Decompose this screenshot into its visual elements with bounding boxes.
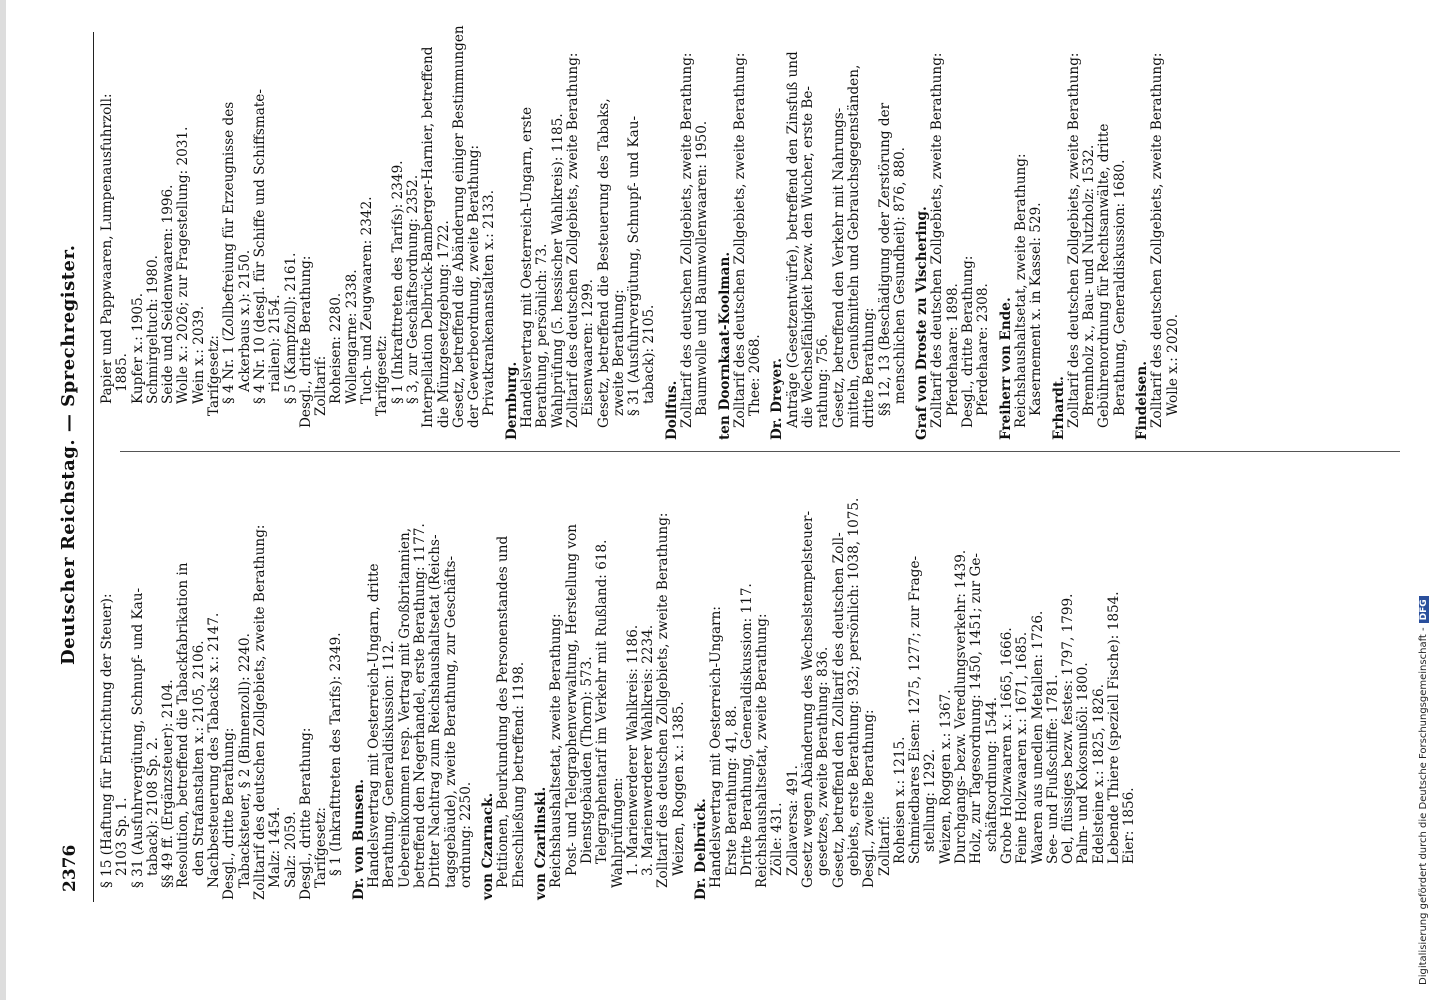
speaker-name: Erhardt. [1050, 376, 1067, 440]
register-line: § 1 (Inkrafttreten des Tarifs): 2349. [328, 632, 345, 876]
register-line: Kasernement x. in Kassel: 529. [1028, 202, 1045, 416]
speaker-name: Freiherr von Ende. [997, 297, 1014, 440]
register-line: Desgl., dritte Berathung: [297, 727, 314, 900]
speaker-name: Dr. Delbrück. [692, 798, 709, 900]
register-line: gebiets, erste Berathung: 932; persönlich: 1038, 1075. [845, 497, 862, 876]
speaker-name: Dollfus. [663, 380, 680, 440]
register-line: Gebührenordnung für Rechtsanwälte, dritte [1096, 123, 1113, 428]
register-line: Grobe Holzwaaren x.: 1665, 1666. [998, 627, 1015, 864]
register-line: Pferdehaare: 1898. [944, 283, 961, 416]
register-line: § 5 (Kampfzoll): 2161. [282, 252, 299, 404]
register-line: Holz, zur Tagesordnung: 1450, 1451; zur Ge- [968, 553, 985, 864]
register-line: Weizen, Roggen x.: 1367. [937, 689, 954, 864]
register-line: Zolltarif des deutschen Zollgebiets, zweite Berathung: [251, 524, 268, 900]
register-line: Tarifgesetz: [206, 335, 223, 416]
speaker-name: Dr. Dreyer. [769, 358, 786, 440]
register-line: Gesetz, betreffend den Verkehr mit Nahrungs- [830, 107, 847, 428]
register-line: Brennholz x., Bau- und Nutzholz: 1532. [1081, 144, 1098, 416]
register-line: Papier und Pappwaaren, Lumpenausfuhrzoll: [99, 93, 115, 404]
register-line: Eheschließung betreffend: 1198. [510, 661, 527, 888]
register-line: Zolltarif: [313, 355, 330, 416]
entry-gap [658, 20, 665, 440]
register-line: § 31 (Ausfuhrvergütung, Schnupf- und Kau- [626, 115, 643, 416]
register-line: Handelsvertrag mit Oesterreich-Ungarn: [708, 606, 725, 888]
register-line: Interpellation Delbrück-Bamberger-Harnier, betreffend [420, 46, 437, 428]
register-line: 1885. [114, 353, 131, 392]
register-line: Wahlprüfungen: [609, 777, 626, 888]
register-line: Baumwolle und Baumwollenwaaren: 1950. [694, 120, 711, 416]
register-line: Roheisen: 2280. [328, 292, 345, 404]
register-line: Weizen, Roggen x.: 1385. [670, 701, 687, 876]
page-number: 2376 [60, 844, 80, 892]
register-line: See- und Flußschiffe: 1781. [1044, 674, 1061, 864]
register-line: Desgl., dritte Berathung: [221, 727, 238, 900]
register-line: Berathung, Generaldiskussion: 112. [381, 640, 398, 888]
register-line: Uebereinkommen resp. Vertrag mit Großbritannien, [396, 527, 413, 888]
register-line: Zolltarif: [876, 815, 893, 876]
register-column-right [100, 20, 1181, 440]
register-line: § 31 (Ausfuhrvergütung, Schnupf- und Kau- [129, 587, 146, 888]
register-line: Handelsvertrag mit Oesterreich-Ungarn, dritte [366, 563, 383, 888]
register-line: Gesetz, betreffend den Zolltarif des deutschen Zoll- [830, 532, 847, 888]
header-rule [93, 32, 94, 902]
register-line: Zolltarif des deutschen Zollgebiets, zweite Berathung: [1065, 52, 1082, 428]
register-line: die Wechselfähigkeit bezw. den Wucher, erste Be- [800, 85, 817, 428]
speaker-name: von Czarlinski. [533, 786, 550, 900]
register-line: zweite Berathung: [610, 289, 627, 416]
register-line: Desgl., zweite Berathung: [861, 709, 878, 888]
register-line: Tarifgesetz: [374, 335, 391, 416]
register-line: Reichshaushaltsetat, zweite Berathung: [754, 613, 771, 888]
column-divider [120, 451, 1400, 452]
register-line: gesetzes, zweite Berathung: 836. [815, 646, 832, 876]
register-line: § 4 Nr. 1 (Zollbefreiung für Erzeugnisse des [221, 101, 238, 404]
register-line: Waaren aus unedlen Metallen: 1726. [1029, 610, 1046, 864]
register-line: Salz: 2059. [282, 811, 299, 888]
register-line: Ackerbaus x.): 2150. [236, 249, 253, 392]
register-line: Malz: 1454. [267, 806, 284, 888]
register-line: menschlichen Gesundheit): 876, 880. [891, 147, 908, 404]
register-line: Tarifgesetz: [313, 807, 330, 888]
register-line: § 15 (Haftung für Entrichtung der Steuer): [99, 593, 115, 888]
register-line: Gesetz, betreffend die Besteuerung des Tabaks, [595, 98, 612, 428]
register-line: 2103 Sp. 1. [114, 797, 131, 876]
register-line: Zollaversa: 491. [784, 765, 801, 876]
register-line: Dienstgebäuden (Thorn): 573. [578, 656, 595, 864]
register-line: tagsgebäude), zweite Berathung, zur Geschäfts- [442, 555, 459, 888]
register-line: Wollengarne: 2338. [343, 269, 360, 404]
register-line: § 4 Nr. 10 (desgl. für Schiffe und Schiffsmate- [251, 89, 268, 404]
register-line: stellung: 1292. [922, 748, 939, 852]
speaker-name: Dernburg. [503, 361, 520, 440]
digitization-credit [1418, 10, 1432, 990]
register-line: Kupfer x.: 1905. [129, 292, 146, 404]
register-line: Resolution, betreffend die Tabackfabrikation in [175, 562, 192, 888]
credit-text: Digitalisierung gefördert durch die Deutsche Forschungsgemeinschaft - [1418, 627, 1429, 985]
register-line: Tuch- und Zeugwaaren: 2342. [359, 196, 376, 404]
register-line: Zolltarif des deutschen Zollgebiets, zweite Berathung: [655, 512, 672, 888]
register-line: Reichshaushaltsetat, zweite Berathung: [1012, 153, 1029, 428]
register-line: Dritte Berathung, Generaldiskussion: 117. [738, 583, 755, 876]
register-line: Palm- und Kokosnußöl: 1800. [1075, 662, 1092, 864]
register-line: Zolltarif des deutschen Zollgebiets, zweite Berathung: [564, 52, 581, 428]
register-line: rialien): 2154. [267, 294, 284, 392]
speaker-name: Graf von Droste zu Vischering. [914, 206, 931, 440]
register-line: Berathung, persönlich: 73. [534, 243, 551, 428]
register-line: Oel, flüssiges bezw. festes: 1797, 1799. [1060, 593, 1077, 864]
register-line: Roheisen x.: 1215. [891, 736, 908, 864]
register-line: Reichshaushaltsetat, zweite Berathung: [548, 613, 565, 888]
register-line: Feine Holzwaaren x.: 1671, 1685. [1014, 631, 1031, 864]
register-column-left [100, 460, 1138, 900]
register-line: Pferdehaare: 2308. [975, 283, 992, 416]
register-line: Desgl., dritte Berathung: [960, 255, 977, 428]
register-line: Lebende Thiere (speziell Fische): 1854. [1106, 591, 1122, 864]
register-line: Zolltarif des deutschen Zollgebiets, zweite Berathung: [731, 52, 748, 428]
register-line: Dritter Nachtrag zum Reichshaushaltsetat (Reichs- [427, 534, 444, 888]
register-line: Gesetz, betreffend die Abänderung einiger Bestimmungen [450, 25, 467, 428]
register-line: Anträge (Gesetzentwürfe), betreffend den Zinsfuß und [784, 51, 801, 428]
register-line: taback): 2108 Sp. 2. [144, 737, 161, 876]
register-line: Schmirgeltuch: 1980. [144, 255, 161, 404]
register-line: Wahlprüfung (5. hessischer Wahlkreis): 1185. [549, 113, 566, 428]
register-line: schäftsordnung: 1544. [983, 696, 1000, 852]
register-line: Erste Berathung: 41, 88. [723, 705, 740, 876]
register-line: Thee: 2068. [747, 334, 764, 416]
register-line: Desgl., dritte Berathung: [297, 255, 314, 428]
register-line: Eisenwaaren: 1299. [580, 278, 597, 416]
running-title: Deutscher Reichstag. — Sprechregister. [58, 244, 79, 665]
register-line: der Gewerbeordnung, zweite Berathung: [466, 144, 483, 428]
register-line: Zolltarif des deutschen Zollgebiets, zweite Berathung: [1149, 52, 1166, 428]
register-line: Zölle: 431. [769, 802, 786, 876]
page-header [52, 0, 88, 1000]
register-line: Tabacksteuer, § 2 (Binnenzoll): 2240. [236, 633, 253, 888]
register-line: Petitionen, Beurkundung des Personenstandes und [495, 535, 512, 888]
speaker-name: Findeisen. [1134, 361, 1150, 440]
register-line: §§ 49 ff. (Ergänzsteuer): 2104. [160, 679, 177, 888]
register-line: den Strafanstalten x.: 2105, 2106. [190, 640, 207, 876]
register-line: Wein x.: 2039. [190, 305, 207, 404]
register-line: Edelsteine x.: 1825, 1826. [1090, 683, 1107, 864]
register-line: Schmiedbares Eisen: 1275, 1277; zur Frage- [907, 555, 924, 864]
register-line: Wolle x.: 2020. [1164, 313, 1181, 416]
register-line: § 1 (Inkrafttreten des Tarifs): 2349. [389, 160, 406, 404]
register-line: § 3, zur Geschäftsordnung: 2352. [404, 174, 421, 404]
register-line: Zolltarif des deutschen Zollgebiets, zweite Berathung: [929, 52, 946, 428]
register-line: 3. Marienwerderer Wahlkreis: 2234. [640, 624, 657, 876]
dfg-logo: DFG [1419, 596, 1429, 623]
register-line: betreffend den Negerhandel, erste Berathung: 1177. [411, 523, 428, 888]
register-line: Privatkrankenanstalten x.: 2133. [481, 189, 498, 416]
register-line: Post- und Telegraphenverwaltung, Herstellung von [563, 523, 580, 876]
register-line: ordnung: 2250. [457, 781, 474, 888]
register-line: Seide und Seidenwaaren: 1996. [160, 184, 177, 404]
register-line: Zolltarif des deutschen Zollgebiets, zweite Berathung: [678, 52, 695, 428]
register-line: taback): 2105. [641, 304, 658, 404]
register-line: mitteln, Genußmitteln und Gebrauchsgegenständen, [845, 64, 862, 428]
speaker-name: von Czarnack. [480, 792, 497, 900]
register-line: §§ 12, 13 (Beschädigung oder Zerstörung der [876, 102, 893, 416]
register-line: rathung: 756. [815, 333, 832, 428]
register-line: Telegraphentarif im Verkehr mit Rußland: 618. [594, 539, 611, 864]
register-line: die Münzgesetzgebung: 1722. [435, 220, 452, 428]
register-line: Wolle x.: 2026; zur Fragestellung: 2031. [175, 126, 192, 404]
register-line: Durchgangs- bezw. Veredlungsverkehr: 1439. [953, 549, 970, 864]
register-line: Berathung, Generaldiskussion: 1680. [1111, 159, 1128, 416]
register-line: Eier: 1856. [1121, 787, 1138, 864]
speaker-name: ten Doornkaat-Koolman. [716, 251, 733, 440]
register-line: Gesetz wegen Abänderung des Wechselstempelsteuer- [800, 510, 817, 888]
register-line: Nachbesteuerung des Tabacks x.: 2147. [206, 612, 223, 888]
register-line: Handelsvertrag mit Oesterreich-Ungarn, erste [519, 106, 536, 428]
speaker-name: Dr. von Bunsen. [350, 779, 367, 900]
register-line: dritte Berathung: [861, 307, 878, 428]
register-line: 1. Marienwerderer Wahlkreis: 1186. [624, 624, 641, 876]
